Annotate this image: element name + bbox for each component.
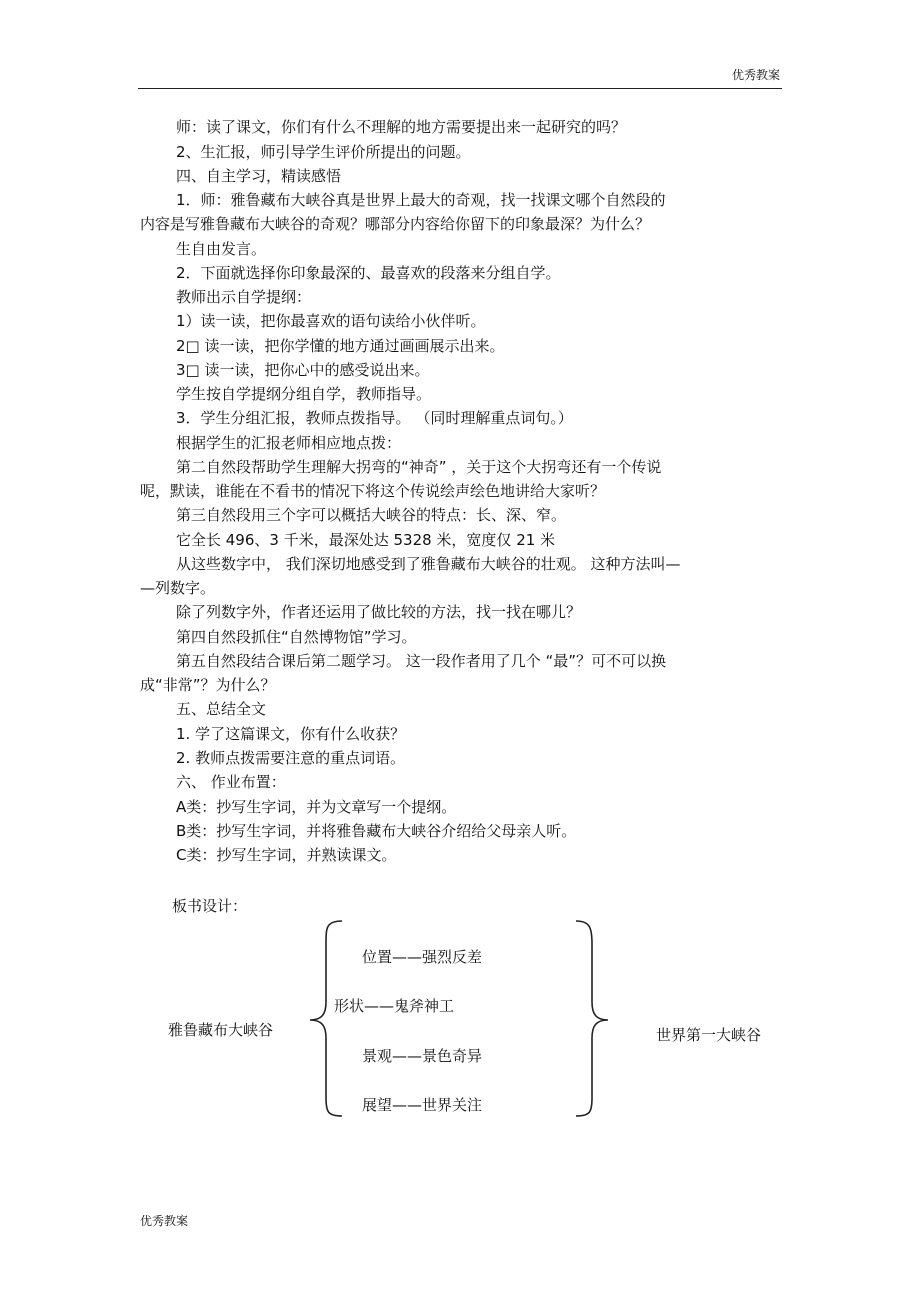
- text-line: 呢，默读，谁能在不看书的情况下将这个传说绘声绘色地讲给大家听？: [140, 482, 606, 500]
- text-line: 师：读了课文，你们有什么不理解的地方需要提出来一起研究的吗？: [176, 118, 627, 136]
- text-line: 1）读一读，把你最喜欢的语句读给小伙伴听。: [176, 312, 486, 330]
- text-line: 第五自然段结合课后第二题学习。 这一段作者用了几个 “最”？可不可以换: [176, 652, 667, 670]
- text-line: 根据学生的汇报老师相应地点拨：: [176, 434, 402, 452]
- text-line: 2、生汇报，师引导学生评价所提出的问题。: [176, 143, 471, 161]
- text-line: 生自由发言。: [176, 240, 267, 258]
- board-right-title: 世界第一大峡谷: [656, 1026, 762, 1044]
- text-line: 内容是写雅鲁藏布大峡谷的奇观？哪部分内容给你留下的印象最深？为什么？: [140, 215, 651, 233]
- text-line: —列数字。: [140, 579, 216, 597]
- header-text: 优秀教案: [731, 68, 780, 82]
- left-brace: [310, 921, 342, 1116]
- text-line: C类：抄写生字词，并熟读课文。: [176, 846, 397, 864]
- text-line: 除了列数字外，作者还运用了做比较的方法，找一找在哪儿？: [176, 603, 582, 621]
- text-line: B类：抄写生字词，并将雅鲁藏布大峡谷介绍给父母亲人听。: [176, 822, 577, 840]
- text-line: 学生按自学提纲分组自学，教师指导。: [176, 385, 432, 403]
- text-line: 教师出示自学提纲：: [176, 288, 312, 306]
- text-line: 六、 作业布置：: [176, 773, 286, 791]
- board-item: 位置——强烈反差: [362, 948, 483, 966]
- text-line: 2□ 读一读，把你学懂的地方通过画画展示出来。: [176, 337, 505, 355]
- page-footer: 优秀教案: [140, 1214, 189, 1228]
- text-line: 2．下面就选择你印象最深的、最喜欢的段落来分组自学。: [176, 264, 561, 282]
- text-line: 第二自然段帮助学生理解大拐弯的“神奇” ，关于这个大拐弯还有一个传说: [176, 458, 662, 476]
- text-line: 3□ 读一读，把你心中的感受说出来。: [176, 361, 430, 379]
- text-line: 五、总结全文: [176, 700, 267, 718]
- text-line: 2. 教师点拨需要注意的重点词语。: [176, 749, 406, 767]
- board-left-title: 雅鲁藏布大峡谷: [168, 1021, 274, 1039]
- text-line: A类：抄写生字词，并为文章写一个提纲。: [176, 798, 457, 816]
- board-item: 景观——景色奇异: [362, 1047, 483, 1065]
- text-line: 从这些数字中， 我们深切地感受到了雅鲁藏布大峡谷的壮观。 这种方法叫—: [176, 555, 681, 573]
- text-line: 1．师：雅鲁藏布大峡谷真是世界上最大的奇观，找一找课文哪个自然段的: [176, 191, 666, 209]
- text-line: 成“非常”？为什么？: [140, 676, 276, 694]
- text-line: 1. 学了这篇课文，你有什么收获？: [176, 725, 406, 743]
- board-item: 形状——鬼斧神工: [334, 997, 455, 1015]
- board-item: 展望——世界关注: [362, 1096, 483, 1114]
- right-brace: [576, 921, 608, 1116]
- text-line: 3．学生分组汇报，教师点拨指导。 （同时理解重点词句。）: [176, 409, 573, 427]
- text-line: 四、自主学习，精读感悟: [176, 167, 342, 185]
- text-line: 第四自然段抓住“自然博物馆”学习。: [176, 628, 417, 646]
- board-heading: 板书设计：: [172, 897, 248, 915]
- text-line: 它全长 496、3 千米，最深处达 5328 米，宽度仅 21 米: [176, 531, 556, 549]
- text-line: 第三自然段用三个字可以概括大峡谷的特点：长、深、窄。: [176, 506, 567, 524]
